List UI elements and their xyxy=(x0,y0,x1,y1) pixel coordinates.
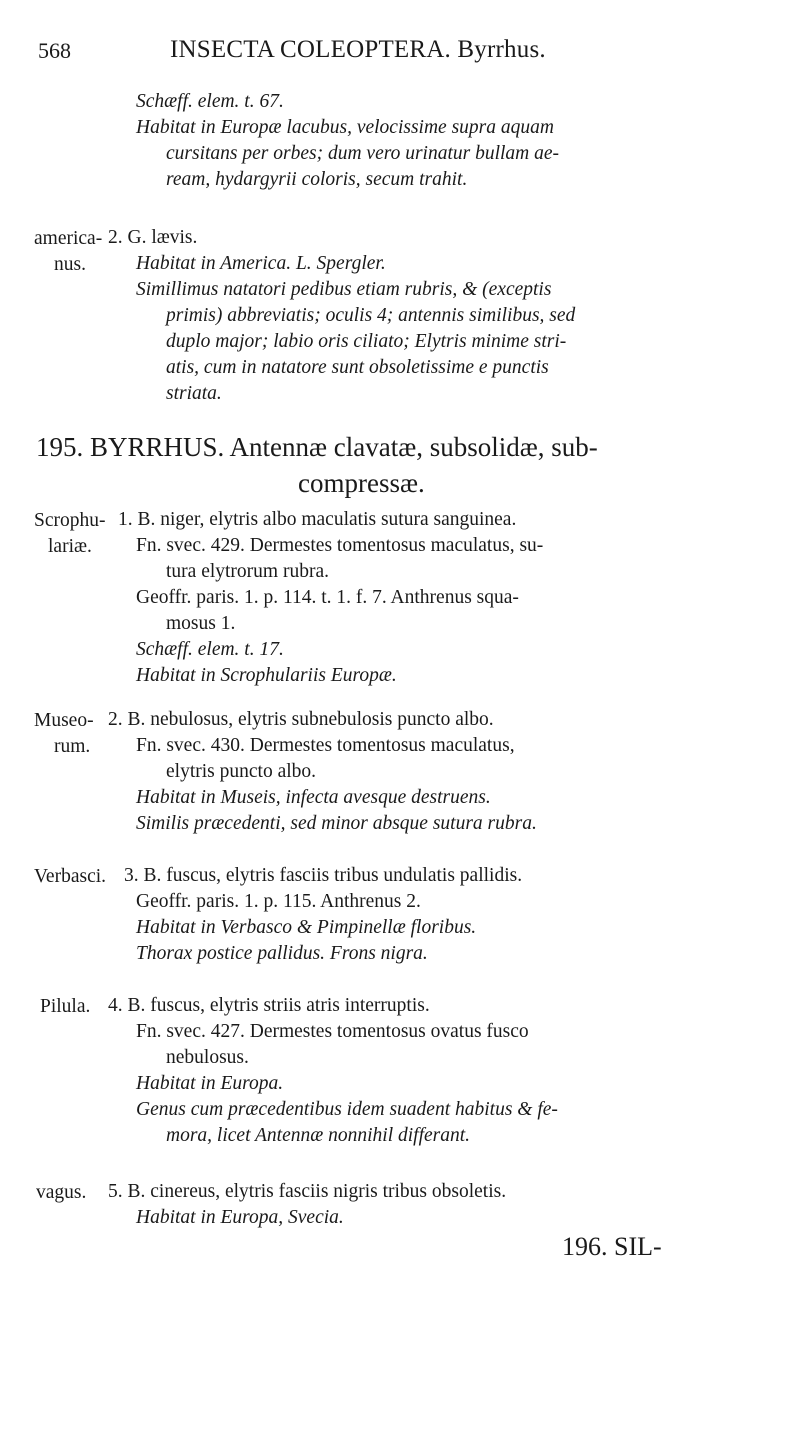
species-margin-name: lariæ. xyxy=(48,536,92,557)
species-margin-name: Museo- xyxy=(34,710,94,731)
species-margin-name: nus. xyxy=(54,254,86,275)
reference-line: tura elytrorum rubra. xyxy=(166,561,329,582)
species-entry: 2. B. nebulosus, elytris subnebulosis puncto albo. xyxy=(108,709,494,730)
description-line: ream, hydargyrii coloris, secum trahit. xyxy=(166,169,468,190)
species-margin-name: vagus. xyxy=(36,1182,87,1203)
species-margin-name: america- xyxy=(34,228,103,249)
species-entry: 1. B. niger, elytris albo maculatis sutura sanguinea. xyxy=(118,509,517,530)
species-margin-name: Scrophu- xyxy=(34,510,106,531)
description-line: Genus cum præcedentibus idem suadent habitus & fe- xyxy=(136,1099,558,1120)
reference-line: Geoffr. paris. 1. p. 115. Anthrenus 2. xyxy=(136,891,421,912)
species-entry: 3. B. fuscus, elytris fasciis tribus undulatis pallidis. xyxy=(124,865,523,886)
catchword: 196. SIL- xyxy=(562,1232,662,1261)
description-line: Thorax postice pallidus. Frons nigra. xyxy=(136,943,428,964)
habitat-line: Habitat in Europa. xyxy=(136,1073,284,1094)
species-entry: 5. B. cinereus, elytris fasciis nigris tribus obsoletis. xyxy=(108,1181,507,1202)
running-title: INSECTA COLEOPTERA. Byrrhus. xyxy=(170,36,546,63)
species-entry: 2. G. lævis. xyxy=(108,227,198,248)
reference-line: Geoffr. paris. 1. p. 114. t. 1. f. 7. Anthrenus squa- xyxy=(136,587,519,608)
habitat-line: Habitat in Verbasco & Pimpinellæ floribus. xyxy=(136,917,477,938)
description-line: Similis præcedenti, sed minor absque sutura rubra. xyxy=(136,813,537,834)
page-number: 568 xyxy=(38,38,71,63)
reference-line: Fn. svec. 427. Dermestes tomentosus ovatus fusco xyxy=(136,1021,529,1042)
genus-heading: 195. BYRRHUS. Antennæ clavatæ, subsolidæ, sub- xyxy=(36,432,598,462)
description-line: cursitans per orbes; dum vero urinatur bullam ae- xyxy=(166,143,560,164)
species-entry: 4. B. fuscus, elytris striis atris interruptis. xyxy=(108,995,430,1016)
reference-line: nebulosus. xyxy=(166,1047,249,1068)
species-margin-name: Verbasci. xyxy=(34,866,107,887)
description-line: atis, cum in natatore sunt obsoletissime e punctis xyxy=(166,357,549,378)
habitat-line: Habitat in Europæ lacubus, velocissime supra aquam xyxy=(136,117,554,138)
citation-line: Schæff. elem. t. 67. xyxy=(136,91,284,112)
reference-line: elytris puncto albo. xyxy=(166,761,317,782)
description-line: mora, licet Antennæ nonnihil differant. xyxy=(166,1125,471,1146)
description-line: duplo major; labio oris ciliato; Elytris minime stri- xyxy=(166,331,567,352)
citation-line: Schæff. elem. t. 17. xyxy=(136,639,284,660)
species-margin-name: Pilula. xyxy=(40,996,91,1017)
description-line: Simillimus natatori pedibus etiam rubris, & (exceptis xyxy=(136,279,552,300)
habitat-line: Habitat in Scrophulariis Europæ. xyxy=(136,665,397,686)
description-line: primis) abbreviatis; oculis 4; antennis similibus, sed xyxy=(166,305,576,326)
habitat-line: Habitat in Europa, Svecia. xyxy=(136,1207,344,1228)
habitat-line: Habitat in Museis, infecta avesque destruens. xyxy=(136,787,491,808)
reference-line: Fn. svec. 430. Dermestes tomentosus maculatus, xyxy=(136,735,515,756)
genus-heading-cont: compressæ. xyxy=(298,468,425,498)
species-margin-name: rum. xyxy=(54,736,91,757)
reference-line: mosus 1. xyxy=(166,613,236,634)
habitat-line: Habitat in America. L. Spergler. xyxy=(136,253,386,274)
description-line: striata. xyxy=(166,383,222,404)
reference-line: Fn. svec. 429. Dermestes tomentosus maculatus, su- xyxy=(136,535,544,556)
